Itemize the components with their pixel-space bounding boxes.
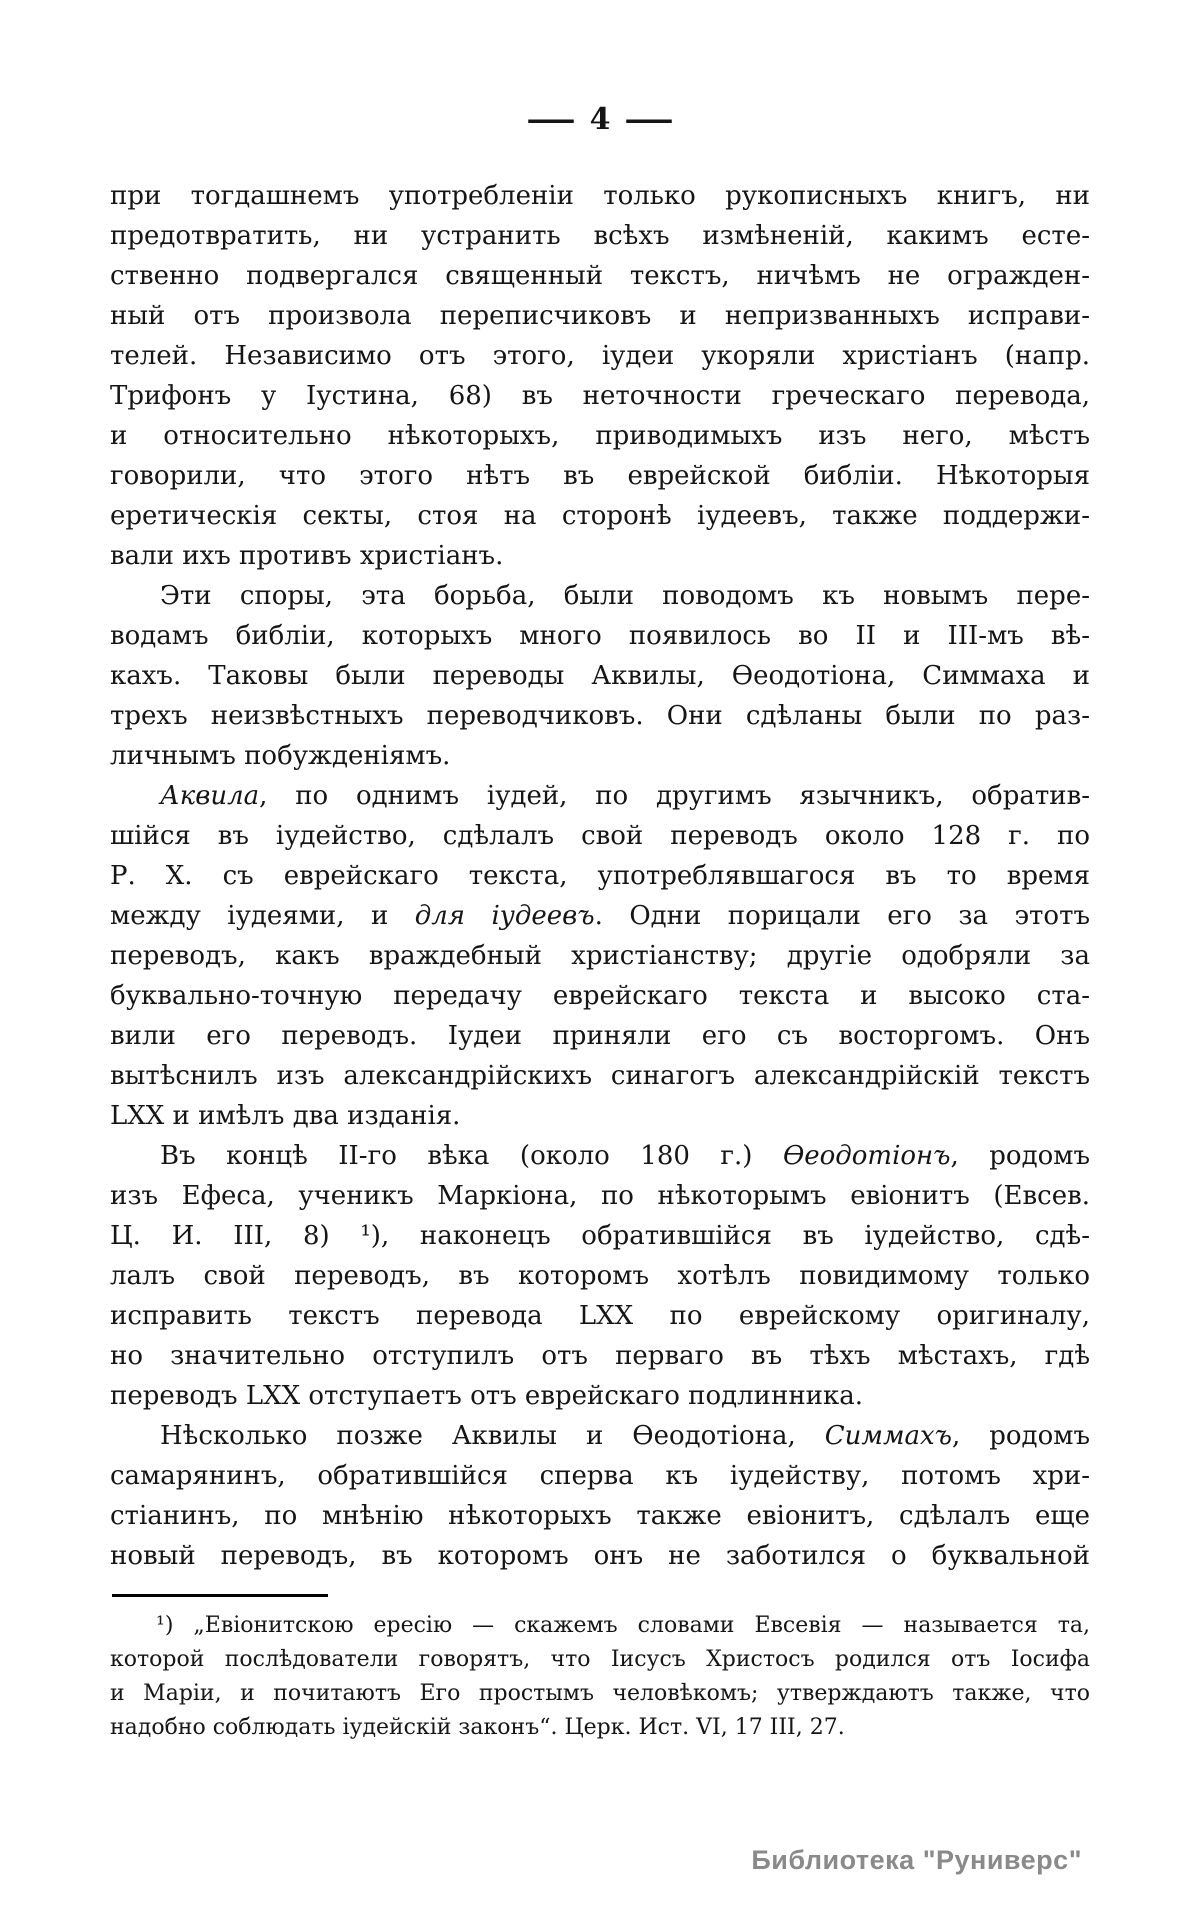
body-line: изъ Ефеса, ученикъ Маркіона, по нѣкоторымъ евіонитъ (Евсев. xyxy=(110,1181,1090,1211)
footnote xyxy=(110,1609,1090,1745)
body-line: личнымъ побужденіямъ. xyxy=(110,741,451,771)
footnote-line: и Маріи, и почитаютъ Его простымъ человѣкомъ; утверждаютъ также, что xyxy=(110,1681,1090,1706)
page-number: 4 xyxy=(589,102,611,137)
body-line: переводъ LXX отступаетъ отъ еврейскаго подлинника. xyxy=(110,1381,864,1411)
body-line: стіанинъ, по мнѣнію нѣкоторыхъ также евіонитъ, сдѣлалъ еще xyxy=(110,1501,1090,1531)
body-line: вытѣснилъ изъ александрійскихъ синагогъ александрійскій текстъ xyxy=(110,1061,1090,1091)
body-line: вали ихъ противъ христіанъ. xyxy=(110,541,504,571)
body-line: телей. Независимо отъ этого, іудеи укоряли христіанъ (напр. xyxy=(110,341,1090,371)
footnote-divider xyxy=(112,1594,328,1597)
italic-term: Аквила xyxy=(160,781,260,811)
body-line: Ц. И. III, 8) ¹), наконецъ обратившійся въ іудейство, сдѣ- xyxy=(110,1221,1090,1251)
body-text xyxy=(110,176,1090,1576)
body-line: ственно подвергался священный текстъ, ничѣмъ не огражден- xyxy=(110,261,1090,291)
page-header xyxy=(0,100,1200,140)
body-line: кахъ. Таковы были переводы Аквилы, Ѳеодотіона, Симмаха и xyxy=(110,661,1090,691)
body-line: буквально-точную передачу еврейскаго текста и высоко ста- xyxy=(110,981,1090,1011)
body-line: новый переводъ, въ которомъ онъ не заботился о буквальной xyxy=(110,1541,1090,1571)
body-line: и относительно нѣкоторыхъ, приводимыхъ изъ него, мѣстъ xyxy=(110,421,1090,451)
body-line: исправить текстъ перевода LXX по еврейскому оригиналу, xyxy=(110,1301,1090,1331)
body-line: Р. Х. съ еврейскаго текста, употреблявшагося въ то время xyxy=(110,861,1090,891)
body-line: ный отъ произвола переписчиковъ и непризванныхъ исправи- xyxy=(110,301,1090,331)
body-line: шійся въ іудейство, сдѣлалъ свой переводъ около 128 г. по xyxy=(110,821,1090,851)
body-line: самарянинъ, обратившійся сперва къ іудейству, потомъ хри- xyxy=(110,1461,1090,1491)
body-line: трехъ неизвѣстныхъ переводчиковъ. Они сдѣланы были по раз- xyxy=(110,701,1090,731)
library-watermark: Библиотека "Руниверс" xyxy=(751,1845,1082,1875)
body-line: Въ концѣ II-го вѣка (около 180 г.) Ѳеодотіонъ, родомъ xyxy=(160,1141,1090,1171)
body-line: лалъ свой переводъ, въ которомъ хотѣлъ повидимому только xyxy=(110,1261,1090,1291)
body-line: вили его переводъ. Іудеи приняли его съ восторгомъ. Онъ xyxy=(110,1021,1090,1051)
header-left-dash: — xyxy=(525,102,577,137)
body-line: переводъ, какъ враждебный христіанству; другіе одобряли за xyxy=(110,941,1090,971)
body-line: Эти споры, эта борьба, были поводомъ къ новымъ пере- xyxy=(160,581,1090,611)
body-line: между іудеями, и для іудеевъ. Одни порицали его за этотъ xyxy=(110,901,1091,931)
header-right-dash: — xyxy=(623,102,675,137)
italic-term: для іудеевъ xyxy=(414,901,595,931)
body-line: предотвратить, ни устранить всѣхъ измѣненій, какимъ есте- xyxy=(110,221,1090,251)
body-line: еретическія секты, стоя на сторонѣ іудеевъ, также поддержи- xyxy=(110,501,1090,531)
footnote-line: ¹) „Евіонитскою ересію — скажемъ словами Евсевія — называется та, xyxy=(156,1613,1090,1638)
body-line: говорили, что этого нѣтъ въ еврейской библіи. Нѣкоторыя xyxy=(110,461,1090,491)
body-line: Аквила, по однимъ іудей, по другимъ язычникъ, обратив- xyxy=(160,781,1090,811)
body-line: Нѣсколько позже Аквилы и Ѳеодотіона, Симмахъ, родомъ xyxy=(160,1421,1090,1451)
body-line: LXX и имѣлъ два изданія. xyxy=(110,1101,461,1131)
body-line: при тогдашнемъ употребленіи только рукописныхъ книгъ, ни xyxy=(110,181,1090,211)
body-line: водамъ библіи, которыхъ много появилось во II и III-мъ вѣ- xyxy=(110,621,1090,651)
footnote-line: надобно соблюдать іудейскій законъ“. Церк. Ист. VI, 17 III, 27. xyxy=(110,1715,845,1740)
italic-term: Ѳеодотіонъ xyxy=(782,1141,951,1171)
footnote-line: которой послѣдователи говорятъ, что Іисусъ Христосъ родился отъ Іосифа xyxy=(110,1647,1090,1672)
body-line: Трифонъ у Іустина, 68) въ неточности греческаго перевода, xyxy=(110,381,1090,411)
italic-term: Симмахъ xyxy=(824,1421,952,1451)
body-line: но значительно отступилъ отъ перваго въ тѣхъ мѣстахъ, гдѣ xyxy=(110,1341,1090,1371)
